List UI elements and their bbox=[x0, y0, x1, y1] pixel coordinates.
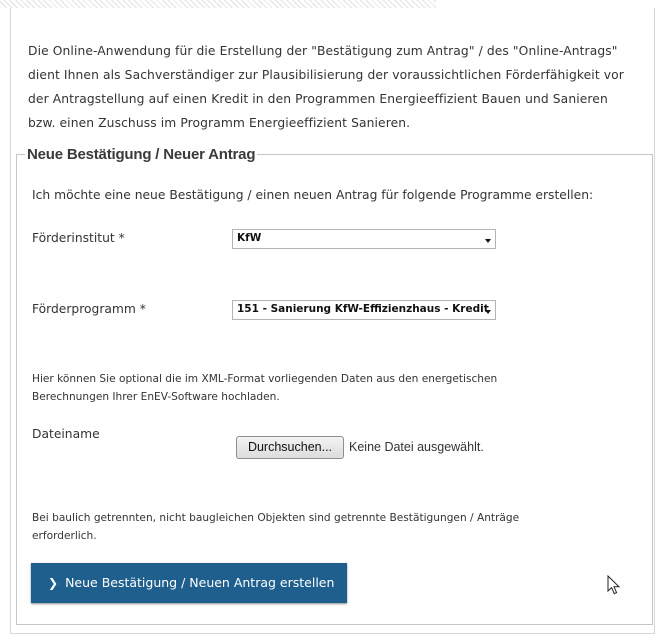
create-application-button[interactable] bbox=[31, 563, 347, 603]
intro-line: bzw. einen Zuschuss im Programm Energieeffizient Sanieren. bbox=[28, 116, 411, 130]
programm-select[interactable] bbox=[232, 300, 496, 320]
intro-text bbox=[28, 39, 638, 135]
institut-select[interactable] bbox=[232, 229, 496, 249]
section-lead-text: Ich möchte eine neue Bestätigung / einen neuen Antrag für folgende Programme erstellen: bbox=[32, 188, 594, 202]
intro-line: dient Ihnen als Sachverständiger zur Plausibilisierung der voraussichtlichen Förderfähigkeit vor bbox=[28, 68, 624, 82]
section-legend: Neue Bestätigung / Neuer Antrag bbox=[27, 146, 256, 163]
upload-hint bbox=[32, 370, 592, 406]
programm-select-value: 151 - Sanierung KfW-Effizienzhaus - Kredit bbox=[237, 303, 489, 315]
upload-hint-line: Hier können Sie optional die im XML-Format vorliegenden Daten aus den energetischen bbox=[32, 373, 498, 385]
decorative-top-stripe bbox=[0, 0, 436, 8]
create-application-label: Neue Bestätigung / Neuen Antrag erstellen bbox=[65, 575, 335, 590]
browse-button[interactable]: Durchsuchen... bbox=[236, 436, 344, 459]
note-line: erforderlich. bbox=[32, 530, 97, 542]
intro-line: Die Online-Anwendung für die Erstellung der "Bestätigung zum Antrag" / des "Online-Antrags" bbox=[28, 44, 618, 58]
filename-label: Dateiname bbox=[32, 427, 100, 441]
institut-label: Förderinstitut * bbox=[32, 231, 125, 245]
note-line: Bei baulich getrennten, nicht baugleichen Objekten sind getrennte Bestätigungen / Anträge bbox=[32, 512, 520, 524]
intro-line: der Antragstellung auf einen Kredit in den Programmen Energieeffizient Bauen und Sanieren bbox=[28, 92, 608, 106]
upload-hint-line: Berechnungen Ihrer EnEV-Software hochladen. bbox=[32, 391, 280, 403]
chevron-right-icon: ❯ bbox=[48, 576, 59, 590]
institut-select-value: KfW bbox=[237, 232, 262, 244]
mouse-pointer-icon bbox=[607, 575, 621, 595]
separate-objects-note bbox=[32, 509, 592, 545]
programm-label: Förderprogramm * bbox=[32, 302, 146, 316]
file-status-text: Keine Datei ausgewählt. bbox=[349, 440, 484, 454]
chevron-down-icon bbox=[485, 239, 491, 243]
chevron-down-icon bbox=[485, 310, 491, 314]
